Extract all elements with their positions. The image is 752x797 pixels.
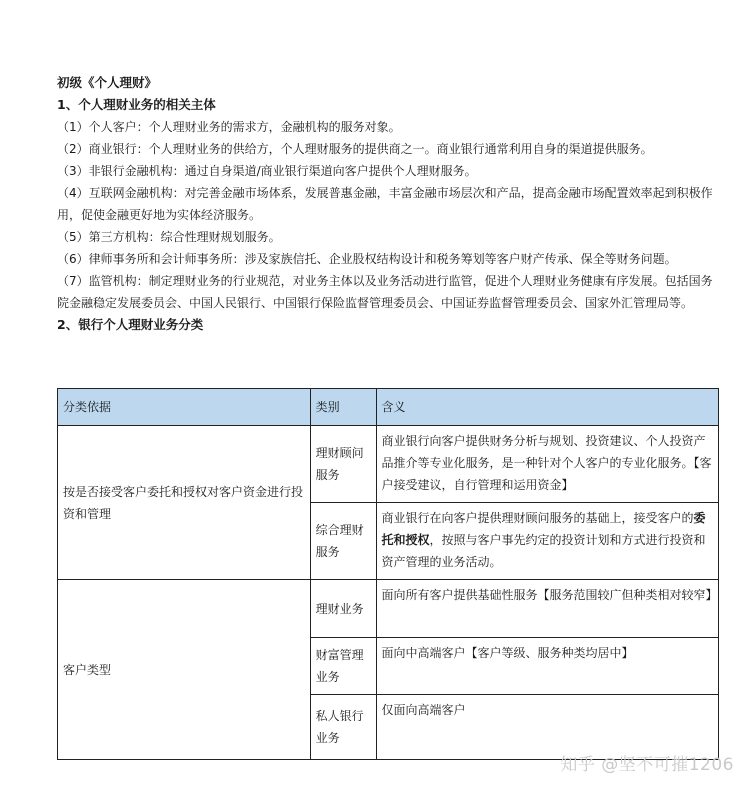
header-basis: 分类依据 — [58, 389, 311, 426]
list-item: （6）律师事务所和会计师事务所：涉及家族信托、企业股权结构设计和税务筹划等客户财产传承、保全等财务问题。 — [57, 252, 677, 266]
category-cell: 理财业务 — [310, 580, 376, 638]
meaning-cell: 面向中高端客户【客户等级、服务种类均居中】 — [376, 638, 718, 695]
list-item: （5）第三方机构：综合性理财规划服务。 — [57, 230, 281, 244]
table-row — [58, 426, 719, 503]
header-category: 类别 — [310, 389, 376, 426]
category-cell: 私人银行业务 — [310, 695, 376, 760]
meaning-text: 商业银行在向客户提供理财顾问服务的基础上，接受客户的 — [381, 511, 694, 525]
meaning-cell: 商业银行向客户提供财务分析与规划、投资建议、个人投资产品推介等专业化服务，是一种针对个人客户的专业化服务。【客户接受建议，自行管理和运用资金】 — [376, 426, 718, 503]
meaning-cell: 面向所有客户提供基础性服务【服务范围较广但种类相对较窄】 — [376, 580, 718, 638]
meaning-cell: 仅面向高端客户 — [376, 695, 718, 760]
table-row — [58, 580, 719, 638]
classification-table — [57, 388, 719, 760]
meaning-text: ，按照与客户事先约定的投资计划和方式进行投资和资产管理的业务活动。 — [381, 533, 706, 569]
list-item: （7）监管机构：制定理财业务的行业规范，对业务主体以及业务活动进行监管，促进个人理财业务健康有序发展。包括国务院金融稳定发展委员会、中国人民银行、中国银行保险监督管理委员会、中国证券监督管理委员会、国家外汇管理局等。 — [57, 274, 713, 310]
list-item: （4）互联网金融机构：对完善金融市场体系，发展普惠金融，丰富金融市场层次和产品，提高金融市场配置效率起到积极作用，促使金融更好地为实体经济服务。 — [57, 186, 713, 222]
section-1-heading: 1、个人理财业务的相关主体 — [57, 97, 216, 112]
meaning-bold-text: 委托和授权 — [381, 511, 706, 547]
category-cell: 理财顾问服务 — [310, 426, 376, 503]
document-title: 初级《个人理财》 — [57, 75, 158, 90]
list-item: （2）商业银行：个人理财业务的供给方，个人理财服务的提供商之一。商业银行通常利用自身的渠道提供服务。 — [57, 142, 653, 156]
section-2-heading: 2、银行个人理财业务分类 — [57, 317, 204, 332]
meaning-cell — [376, 503, 718, 580]
category-cell: 综合理财服务 — [310, 503, 376, 580]
table-header-row — [58, 389, 719, 426]
list-item: （1）个人客户：个人理财业务的需求方，金融机构的服务对象。 — [57, 120, 401, 134]
watermark: 知乎 @坚不可摧1206 — [560, 755, 734, 775]
basis-cell: 按是否接受客户委托和授权对客户资金进行投资和管理 — [58, 426, 311, 580]
basis-cell: 客户类型 — [58, 580, 311, 760]
list-item: （3）非银行金融机构：通过自身渠道/商业银行渠道向客户提供个人理财服务。 — [57, 164, 477, 178]
header-meaning: 含义 — [376, 389, 718, 426]
category-cell: 财富管理业务 — [310, 638, 376, 695]
document-body — [57, 72, 722, 336]
